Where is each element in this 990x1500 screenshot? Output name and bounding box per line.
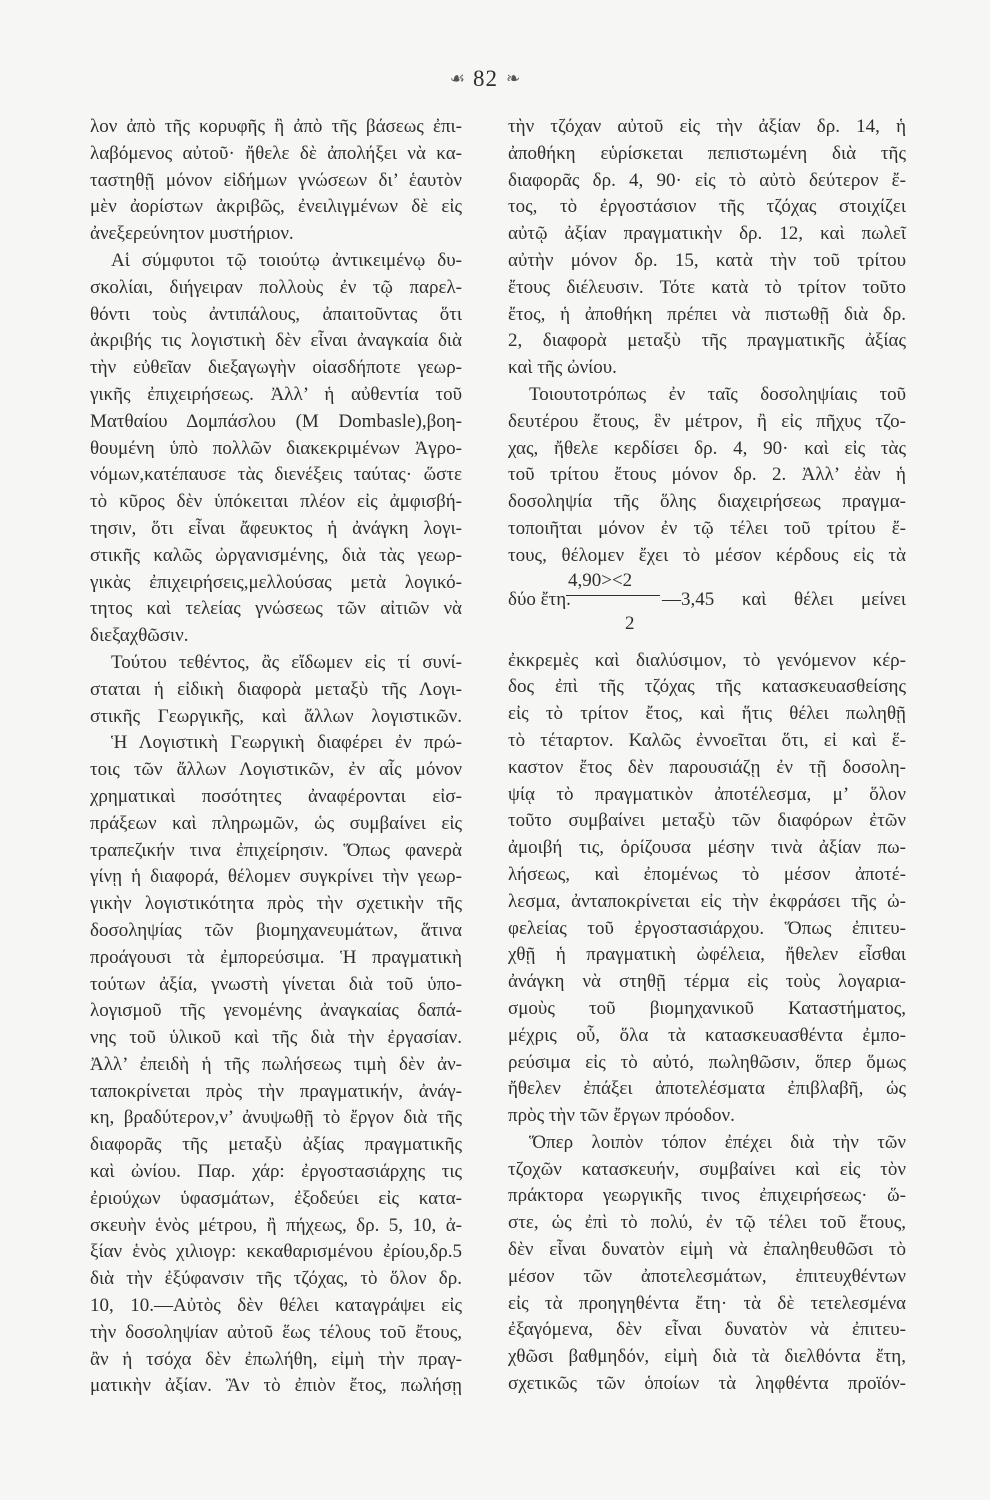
left-column-line: μὲν ἀορίστων ἀκριβῶς, ἐνειλιγμένων δὲ εἰς xyxy=(90,196,462,218)
right-column-line: τος, τὸ ἐργοστάσιον τῆς τζόχας στοιχίζει xyxy=(508,196,906,218)
fraction-prefix-text: δύο ἔτη. xyxy=(508,588,571,610)
right-column-line: Ὅπερ λοιπὸν τόπον ἐπέχει διὰ τὴν τῶν xyxy=(529,1131,906,1153)
left-column-line: ἐριούχων ὑφασμάτων, ἐξοδεύει εἰς κατα- xyxy=(90,1187,462,1209)
right-column-line: εἰς τὰ προηγηθέντα ἔτη· τὰ δὲ τετελεσμένα xyxy=(508,1292,906,1314)
left-column-line: γίνῃ ἡ διαφορά, θέλομεν συγκρίνει τὴν γεωρ- xyxy=(90,866,462,888)
right-column-line: τοῦ τρίτου ἔτους μόνον δρ. 2. Ἀλλ’ ἐὰν ἡ xyxy=(508,464,906,486)
right-column-line: ρεύσιμα εἰς τὸ αὐτό, πωληθῶσιν, ὅπερ ὅμως xyxy=(508,1051,906,1073)
right-column xyxy=(508,114,906,1398)
right-column-line: ἔτους διέλευσιν. Τότε κατὰ τὸ τρίτον τοῦτο xyxy=(508,276,906,298)
left-column-line: λον ἀπὸ τῆς κορυφῆς ἢ ἀπὸ τῆς βάσεως ἐπι- xyxy=(90,116,462,137)
right-column-line: στε, ὡς ἐπὶ τὸ πολύ, ἐν τῷ τέλει τοῦ ἔτους, xyxy=(508,1212,906,1234)
fraction-bar xyxy=(566,595,660,596)
left-column-line: Ματθαίου Δομπάσλου (M Dombasle),βοη- xyxy=(90,410,462,432)
left-column-line: στικῆς καλῶς ὠργανισμένης, διὰ τὰς γεωρ- xyxy=(90,544,462,566)
left-column-line: δοσοληψίας τῶν βιομηχανευμάτων, ἅτινα xyxy=(90,919,462,941)
left-column-line: τὸ κῦρος δὲν ὑπόκειται πλέον εἰς ἀμφισβή- xyxy=(90,491,462,513)
right-column-line: τὸ τέταρτον. Καλῶς ἐννοεῖται ὅτι, εἰ καὶ ἕ- xyxy=(508,729,906,751)
right-column-line: τους, θέλομεν ἔχει τὸ μέσον κέρδους εἰς τὰ xyxy=(508,544,906,566)
left-column-line: τούτων ἀξία, γνωστὴ γίνεται διὰ τοῦ ὑπο- xyxy=(90,973,462,995)
left-column-line: νόμων,κατέπαυσε τὰς διενέξεις ταύτας· ὥστε xyxy=(90,464,462,486)
right-column-line: χθῶσι βαθμηδόν, εἰμὴ διὰ τὰ διελθόντα ἔτη, xyxy=(508,1346,906,1368)
right-column-line: μέσον τῶν ἀποτελεσμάτων, ἐπιτευχθέντων xyxy=(508,1265,906,1287)
left-column-line: γικῆς ἐπιχειρήσεως. Ἀλλ’ ἡ αὐθεντία τοῦ xyxy=(90,383,462,405)
right-column-line: δος ἐπὶ τῆς τζόχας τῆς κατασκευασθείσης xyxy=(508,676,906,698)
right-column-line: φελείας τοῦ ἐργοστασιάρχου. Ὅπως ἐπιτευ- xyxy=(508,917,906,939)
right-column-line: λήσεως, καὶ ἐπομένως τὸ μέσον ἀποτέ- xyxy=(508,863,906,885)
left-column-line: διαφορᾶς τῆς μεταξὺ ἀξίας πραγματικῆς xyxy=(90,1134,462,1156)
left-column-line: τητος καὶ τελείας γνώσεως τῶν αἰτιῶν νὰ xyxy=(90,598,462,620)
left-column-line: γικὴν λογιστικότητα πρὸς τὴν σχετικὴν τῆς xyxy=(90,893,462,915)
right-column-line: δοσοληψία τῆς ὅλης διαχειρήσεως πραγμα- xyxy=(508,491,906,513)
right-column-line: αὐτῷ ἀξίαν πραγματικὴν δρ. 12, καὶ πωλεῖ xyxy=(508,223,906,245)
left-column-line: ταστηθῇ μόνον εἰδήμων γνώσεων δι’ ἑαυτὸν xyxy=(90,169,462,191)
right-column-line: αὐτὴν μόνον δρ. 15, κατὰ τὴν τοῦ τρίτου xyxy=(508,249,906,271)
floral-ornament-icon xyxy=(506,64,520,94)
left-column-line: διεξαχθῶσιν. xyxy=(90,625,189,647)
left-column-line: τὴν δοσοληψίαν αὐτοῦ ἕως τέλους τοῦ ἔτους, xyxy=(90,1321,462,1343)
page-number: 82 xyxy=(473,66,498,91)
floral-ornament-icon xyxy=(450,64,465,94)
fraction-numerator: 4,90><2 xyxy=(568,569,633,591)
left-column-line: τὴν εὐθεῖαν διεξαγωγὴν οἱασδήποτε γεωρ- xyxy=(90,357,462,379)
left-column-line: στικῆς Γεωργικῆς, καὶ ἄλλων λογιστικῶν. xyxy=(90,705,462,727)
left-column-line: τραπεζικήν τινα ἐπιχείρησιν. Ὅπως φανερὰ xyxy=(90,839,462,861)
left-column-line: Τούτου τεθέντος, ἂς εἴδωμεν εἰς τί συνί- xyxy=(111,651,462,673)
fraction-denominator: 2 xyxy=(625,612,635,634)
right-column-line: ἀποθήκη εὑρίσκεται πεπιστωμένη διὰ τῆς xyxy=(508,142,906,164)
right-column-line: τζοχῶν κατασκευήν, συμβαίνει καὶ εἰς τὸν xyxy=(508,1158,906,1180)
left-column-line: ἀκριβής τις λογιστικὴ δὲν εἶναι ἀναγκαία διὰ xyxy=(90,330,462,352)
right-column-line: σχετικῶς τῶν ὁποίων τὰ ληφθέντα προϊόν- xyxy=(508,1373,906,1395)
left-column-line: θουμένη ὑπὸ πολλῶν διακεκριμένων Ἀγρο- xyxy=(90,437,462,459)
left-column-line: Αἱ σύμφυτοι τῷ τοιούτῳ ἀντικειμένῳ δυ- xyxy=(111,249,462,271)
left-column-line: ματικὴν ἀξίαν. Ἂν τὸ ἐπιὸν ἔτος, πωλήσῃ xyxy=(90,1375,462,1397)
left-column-line: καὶ ὠνίου. Παρ. χάρ: ἐργοστασιάρχης τις xyxy=(90,1161,462,1183)
left-column-line: κη, βραδύτερον,ν’ ἀνυψωθῇ τὸ ἔργον διὰ τῆς xyxy=(90,1107,462,1129)
right-column-line: λεσμα, ἀνταποκρίνεται εἰς τὴν ἐκφράσει τῆς ὠ- xyxy=(508,890,906,912)
right-column-line: δευτέρου ἔτους, ἓν μέτρον, ἢ εἰς πῆχυς τζο- xyxy=(508,410,906,432)
right-column-line: καστον ἔτος δὲν παρουσιάζῃ ἐν τῇ δοσολη- xyxy=(508,756,906,778)
left-column-line: λογισμοῦ τῆς γενομένης ἀναγκαίας δαπά- xyxy=(90,1000,462,1022)
right-column-line: 2, διαφορὰ μεταξὺ τῆς πραγματικῆς ἀξίας xyxy=(508,330,906,352)
left-column-line: ταποκρίνεται πρὸς τὴν πραγματικήν, ἀνάγ- xyxy=(90,1080,462,1102)
right-column-line: τὴν τζόχαν αὐτοῦ εἰς τὴν ἀξίαν δρ. 14, ἡ xyxy=(508,116,906,137)
right-column-line: τοῦτο συμβαίνει μεταξὺ τῶν διαφόρων ἐτῶν xyxy=(508,810,906,832)
left-column-line: ἂν ἡ τσόχα δὲν ἐπωλήθη, εἰμὴ τὴν πραγ- xyxy=(90,1348,462,1370)
left-column-line: χρηματικαὶ ποσότητες ἀναφέρονται εἰσ- xyxy=(90,785,462,807)
left-column-line: σταται ἡ εἰδικὴ διαφορὰ μεταξὺ τῆς Λογι- xyxy=(90,678,462,700)
left-column-line: 10, 10.—Αὐτὸς δὲν θέλει καταγράψει εἰς xyxy=(90,1295,462,1317)
right-column-line: ἀνάγκη νὰ στηθῇ τέρμα εἰς τοὺς λογαρια- xyxy=(508,971,906,993)
left-column-line: τησιν, ὅτι εἶναι ἄφευκτος ἡ ἀνάγκη λογι- xyxy=(90,517,462,539)
left-column-line: προάγουσι τὰ ἐμπορεύσιμα. Ἡ πραγματικὴ xyxy=(90,946,462,968)
right-column-line: ἀμοιβή τις, ὁρίζουσα μέσην τινὰ ἀξίαν πω- xyxy=(508,837,906,859)
left-column-line: λαβόμενος αὐτοῦ· ἤθελε δὲ ἀπολήξει νὰ κα- xyxy=(90,142,462,164)
right-column-line: δὲν εἶναι δυνατὸν εἰμὴ νὰ ἐπαληθευθῶσι τὸ xyxy=(508,1239,906,1261)
right-column-line: σμοὺς τοῦ βιομηχανικοῦ Καταστήματος, xyxy=(508,997,906,1019)
left-column-line: ἀνεξερεύνητον μυστήριον. xyxy=(90,223,294,245)
left-column-line: σκολίαι, διήγειραν πολλοὺς ἐν τῷ παρελ- xyxy=(90,276,462,298)
right-column-line: ψίᾳ τὸ πραγματικὸν ἀποτέλεσμα, μ’ ὅλον xyxy=(508,783,906,805)
right-column-line: πρὸς τὴν τῶν ἔργων πρόοδον. xyxy=(508,1105,735,1127)
fraction-formula xyxy=(508,570,906,648)
fraction-suffix-text: —3,45 καὶ θέλει μείνει xyxy=(662,588,906,610)
left-column-line: θόντι τοὺς ἀντιπάλους, ἀπαιτοῦντας ὅτι xyxy=(90,303,462,325)
right-column-line: ἐξαγόμενα, δὲν εἶναι δυνατὸν νὰ ἐπιτευ- xyxy=(508,1319,906,1341)
left-column-line: τοις τῶν ἄλλων Λογιστικῶν, ἐν αἷς μόνον xyxy=(90,759,462,781)
right-column-line: ἔτος, ἡ ἀποθήκη πρέπει νὰ πιστωθῇ διὰ δρ. xyxy=(508,303,906,325)
left-column-line: νης τοῦ ὑλικοῦ καὶ τῆς διὰ τὴν ἐργασίαν. xyxy=(90,1027,462,1049)
right-column-line: μέχρις οὗ, ὅλα τὰ κατασκευασθέντα ἐμπο- xyxy=(508,1024,906,1046)
right-column-line: ἐκκρεμὲς καὶ διαλύσιμον, τὸ γενόμενον κέρ- xyxy=(508,649,906,671)
left-column-line: γικὰς ἐπιχειρήσεις,μελλούσας μετὰ λογικό- xyxy=(90,571,462,593)
left-column-line: πράξεων καὶ πληρωμῶν, ὡς συμβαίνει εἰς xyxy=(90,812,462,834)
left-column-line: σκευὴν ἑνὸς μέτρου, ἢ πήχεως, δρ. 5, 10, ἀ- xyxy=(90,1214,462,1236)
right-column-line: χθῇ ἡ πραγματικὴ ὠφέλεια, ἤθελεν εἶσθαι xyxy=(508,944,906,966)
left-column-line: Ἀλλ’ ἐπειδὴ ἡ τῆς πωλήσεως τιμὴ δὲν ἀν- xyxy=(90,1053,462,1075)
right-column-line: καὶ τῆς ὠνίου. xyxy=(508,357,617,379)
right-column-line: πράκτορα γεωργικῆς τινος ἐπιχειρήσεως· ὥ- xyxy=(508,1185,906,1207)
right-column-line: χας, ἤθελε κερδίσει δρ. 4, 90· καὶ εἰς τὰς xyxy=(508,437,906,459)
right-column-line: ἤθελεν ἐπάξει ἀποτελέσματα ἐπιβλαβῆ, ὡς xyxy=(508,1078,906,1100)
right-column-line: Τοιουτοτρόπως ἐν ταῖς δοσοληψίαις τοῦ xyxy=(529,383,906,405)
page-header xyxy=(395,64,575,94)
left-column xyxy=(90,114,462,1400)
right-column-line: εἰς τὸ τρίτον ἔτος, καὶ ἥτις θέλει πωληθῇ xyxy=(508,703,906,725)
left-column-line: διὰ τὴν ἐξύφανσιν τῆς τζόχας, τὸ ὅλον δρ. xyxy=(90,1268,462,1290)
right-column-line: διαφορᾶς δρ. 4, 90· εἰς τὸ αὐτὸ δεύτερον ἔ- xyxy=(508,169,906,191)
left-column-line: ξίαν ἑνὸς χιλιογρ: κεκαθαρισμένου ἐρίου,δρ.5 xyxy=(90,1241,462,1263)
right-column-line: τοποιῆται μόνον ἐν τῷ τέλει τοῦ τρίτου ἔ- xyxy=(508,517,906,539)
left-column-line: Ἡ Λογιστικὴ Γεωργικὴ διαφέρει ἐν πρώ- xyxy=(111,732,462,754)
